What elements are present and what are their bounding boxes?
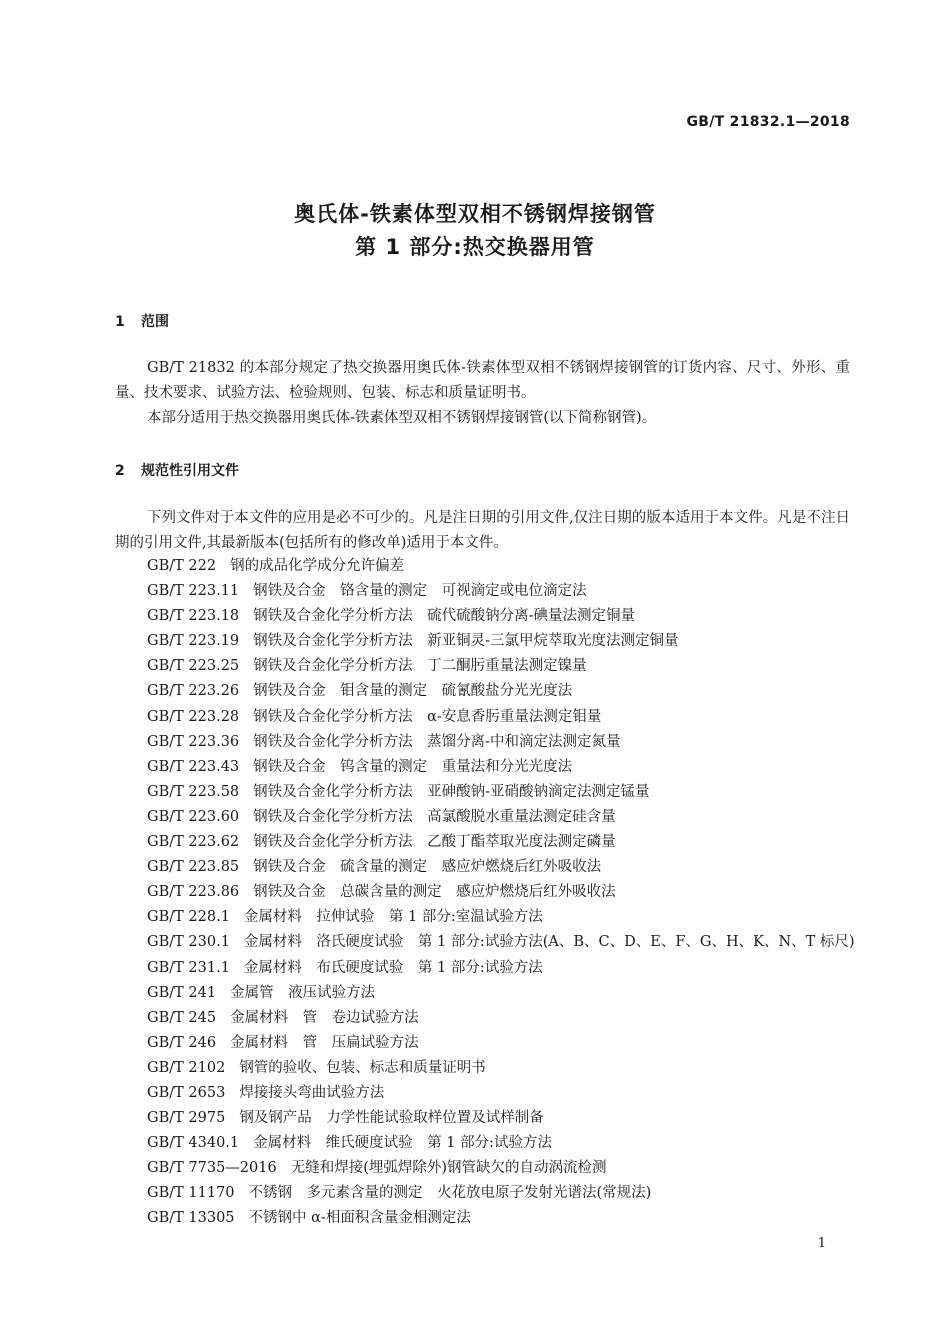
section-1-paragraph: 本部分适用于热交换器用奥氏体-铁素体型双相不锈钢焊接钢管(以下简称钢管)。 — [147, 410, 657, 426]
reference-item — [147, 755, 867, 780]
reference-title: 钢管的验收、包装、标志和质量证明书 — [239, 1059, 486, 1076]
reference-title: 钢铁及合金化学分析方法 高氯酸脱水重量法测定硅含量 — [253, 808, 616, 825]
reference-title: 钢及钢产品 力学性能试验取样位置及试样制备 — [239, 1110, 544, 1127]
reference-title: 钢铁及合金 铬含量的测定 可视滴定或电位滴定法 — [253, 583, 587, 600]
reference-item — [147, 956, 867, 981]
reference-code: GB/T 223.60 — [147, 808, 240, 825]
reference-title: 钢铁及合金化学分析方法 丁二酮肟重量法测定镍量 — [253, 658, 587, 675]
section-title: 规范性引用文件 — [141, 463, 239, 479]
reference-code: GB/T 223.36 — [147, 733, 240, 750]
reference-title: 钢铁及合金 总碳含量的测定 感应炉燃烧后红外吸收法 — [253, 884, 616, 901]
reference-item — [147, 1206, 867, 1231]
reference-code: GB/T 223.62 — [147, 834, 240, 851]
reference-code: GB/T 2653 — [147, 1084, 226, 1101]
reference-item — [147, 1131, 867, 1156]
reference-item — [147, 705, 867, 730]
reference-title: 金属材料 布氏硬度试验 第 1 部分:试验方法 — [243, 959, 543, 976]
reference-title: 钢铁及合金 钨含量的测定 重量法和分光光度法 — [253, 758, 573, 775]
section-number: 2 — [115, 463, 125, 479]
reference-item — [147, 554, 867, 579]
reference-title: 钢铁及合金化学分析方法 亚砷酸钠-亚硝酸钠滴定法测定锰量 — [253, 783, 650, 800]
reference-code: GB/T 230.1 — [147, 934, 230, 951]
reference-item — [147, 780, 867, 805]
reference-item — [147, 629, 867, 654]
reference-title: 钢铁及合金 钼含量的测定 硫氰酸盐分光光度法 — [253, 683, 573, 700]
reference-item — [147, 604, 867, 629]
reference-item — [147, 830, 867, 855]
reference-item — [147, 1006, 867, 1031]
section-title: 范围 — [141, 314, 169, 330]
reference-title: 金属材料 拉伸试验 第 1 部分:室温试验方法 — [243, 909, 543, 926]
reference-title: 不锈钢中 α-相面积含量金相测定法 — [248, 1210, 471, 1227]
reference-title: 钢铁及合金化学分析方法 乙酸丁酯萃取光度法测定磷量 — [253, 834, 616, 851]
reference-item — [147, 930, 867, 955]
reference-title: 金属材料 管 卷边试验方法 — [230, 1009, 419, 1026]
reference-title: 金属材料 管 压扁试验方法 — [230, 1034, 419, 1051]
reference-item — [147, 654, 867, 679]
reference-item — [147, 1081, 867, 1106]
reference-item — [147, 880, 867, 905]
reference-code: GB/T 2102 — [147, 1059, 226, 1076]
reference-title: 钢的成品化学成分允许偏差 — [230, 558, 405, 574]
reference-code: GB/T 223.11 — [147, 583, 240, 600]
reference-title: 无缝和焊接(埋弧焊除外)钢管缺欠的自动涡流检测 — [290, 1160, 607, 1177]
section-2-intro: 下列文件对于本文件的应用是必不可少的。凡是注日期的引用文件,仅注日期的版本适用于本文件。凡是不注日期的引用文件,其最新版本(包括所有的修改单)适用于本文件。 — [115, 510, 850, 551]
reference-item — [147, 1031, 867, 1056]
section-1-paragraph: GB/T 21832 的本部分规定了热交换器用奥氏体-铁素体型双相不锈钢焊接钢管的订货内容、尺寸、外形、重量、技术要求、试验方法、检验规则、包装、标志和质量证明书。 — [115, 360, 850, 401]
document-title-line1: 奥氏体-铁素体型双相不锈钢焊接钢管 — [294, 202, 656, 226]
reference-code: GB/T 7735—2016 — [147, 1160, 277, 1177]
reference-code: GB/T 241 — [147, 984, 217, 1001]
reference-code: GB/T 223.43 — [147, 758, 240, 775]
reference-code: GB/T 4340.1 — [147, 1135, 240, 1152]
reference-code: GB/T 223.86 — [147, 884, 240, 901]
reference-code: GB/T 223.58 — [147, 783, 240, 800]
reference-item — [147, 981, 867, 1006]
reference-code: GB/T 228.1 — [147, 909, 230, 926]
section-1-heading — [115, 311, 169, 331]
reference-title: 钢铁及合金化学分析方法 新亚铜灵-三氯甲烷萃取光度法测定铜量 — [253, 633, 679, 650]
reference-title: 焊接接头弯曲试验方法 — [239, 1084, 385, 1101]
reference-code: GB/T 246 — [147, 1034, 217, 1051]
reference-title: 不锈钢 多元素含量的测定 火花放电原子发射光谱法(常规法) — [248, 1185, 652, 1202]
standard-code: GB/T 21832.1—2018 — [686, 114, 850, 130]
reference-code: GB/T 223.19 — [147, 633, 240, 650]
document-title-line2: 第 1 部分:热交换器用管 — [355, 235, 595, 259]
reference-item — [147, 1156, 867, 1181]
reference-title: 钢铁及合金化学分析方法 α-安息香肟重量法测定钼量 — [253, 708, 602, 725]
reference-title: 钢铁及合金 硫含量的测定 感应炉燃烧后红外吸收法 — [253, 859, 602, 876]
reference-code: GB/T 222 — [147, 558, 217, 574]
reference-code: GB/T 13305 — [147, 1210, 235, 1227]
reference-code: GB/T 223.28 — [147, 708, 240, 725]
reference-code: GB/T 223.26 — [147, 683, 240, 700]
reference-code: GB/T 11170 — [147, 1185, 235, 1202]
reference-code: GB/T 223.18 — [147, 608, 240, 625]
reference-item — [147, 905, 867, 930]
page-number: 1 — [817, 1236, 826, 1251]
reference-item — [147, 1181, 867, 1206]
reference-title: 金属管 液压试验方法 — [230, 984, 376, 1001]
section-2-heading — [115, 460, 239, 480]
reference-item — [147, 679, 867, 704]
reference-item — [147, 855, 867, 880]
normative-reference-list — [147, 554, 867, 1232]
reference-code: GB/T 245 — [147, 1009, 217, 1026]
reference-item — [147, 1056, 867, 1081]
reference-item — [147, 579, 867, 604]
reference-title: 钢铁及合金化学分析方法 硫代硫酸钠分离-碘量法测定铜量 — [253, 608, 636, 625]
reference-item — [147, 730, 867, 755]
section-number: 1 — [115, 314, 125, 330]
reference-title: 金属材料 洛氏硬度试验 第 1 部分:试验方法(A、B、C、D、E、F、G、H、K、N、T 标尺) — [243, 934, 855, 951]
reference-code: GB/T 223.25 — [147, 658, 240, 675]
reference-item — [147, 805, 867, 830]
reference-title: 金属材料 维氏硬度试验 第 1 部分:试验方法 — [253, 1135, 552, 1152]
reference-code: GB/T 231.1 — [147, 959, 230, 976]
reference-code: GB/T 2975 — [147, 1110, 226, 1127]
reference-code: GB/T 223.85 — [147, 859, 240, 876]
reference-item — [147, 1106, 867, 1131]
reference-title: 钢铁及合金化学分析方法 蒸馏分离-中和滴定法测定氮量 — [253, 733, 621, 750]
